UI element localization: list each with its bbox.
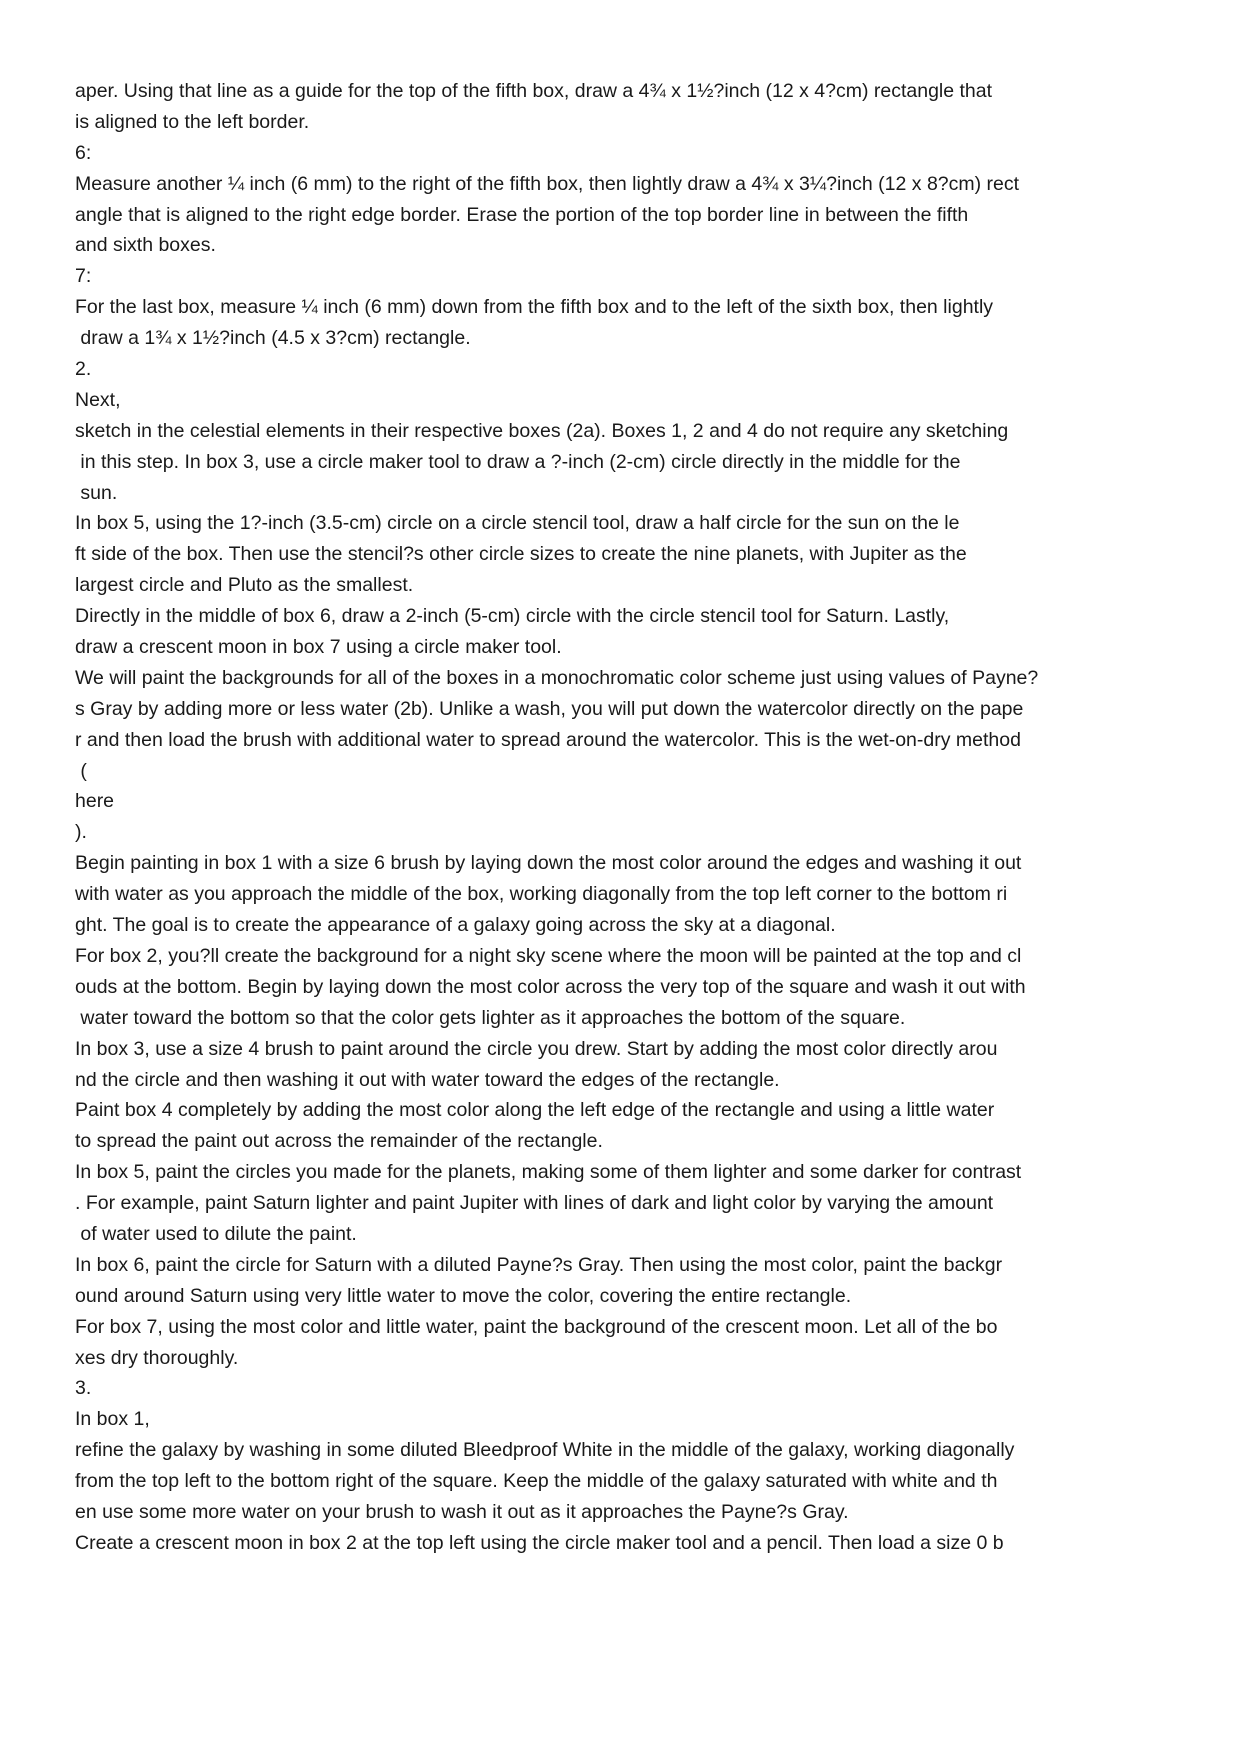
text-line: In box 5, paint the circles you made for the planets, making some of them lighter and some darker for contrast <box>75 1161 1022 1184</box>
text-line: Directly in the middle of box 6, draw a 2-inch (5-cm) circle with the circle stencil tool for Saturn. Lastly, <box>75 605 950 628</box>
text-line: draw a crescent moon in box 7 using a circle maker tool. <box>75 636 562 659</box>
text-line: of water used to dilute the paint. <box>75 1222 357 1245</box>
step-number: 6: <box>75 141 92 164</box>
text-line: in this step. In box 3, use a circle maker tool to draw a ?-inch (2-cm) circle directly in the middle for the <box>75 450 961 473</box>
text-line: draw a 1¾ x 1½?inch (4.5 x 3?cm) rectangle. <box>75 327 471 350</box>
text-line: For box 2, you?ll create the background for a night sky scene where the moon will be painted at the top and cl <box>75 944 1022 967</box>
text-line: ). <box>75 821 87 844</box>
text-line: en use some more water on your brush to wash it out as it approaches the Payne?s Gray. <box>75 1500 849 1523</box>
text-line: Next, <box>75 388 121 411</box>
text-line: In box 5, using the 1?-inch (3.5-cm) circle on a circle stencil tool, draw a half circle for the sun on the le <box>75 512 960 535</box>
text-line: to spread the paint out across the remainder of the rectangle. <box>75 1130 603 1153</box>
text-line: In box 6, paint the circle for Saturn with a diluted Payne?s Gray. Then using the most color, paint the backgr <box>75 1253 1003 1276</box>
text-line: ouds at the bottom. Begin by laying down the most color across the very top of the square and wash it out with <box>75 975 1026 998</box>
text-line: ft side of the box. Then use the stencil?s other circle sizes to create the nine planets, with Jupiter as the <box>75 543 967 566</box>
step-number: 2. <box>75 358 92 381</box>
step-number: 7: <box>75 265 92 288</box>
text-line: ( <box>75 759 87 782</box>
text-line: r and then load the brush with additional water to spread around the watercolor. This is the wet-on-dry method <box>75 728 1021 751</box>
document-page <box>75 76 1185 1559</box>
text-line: sketch in the celestial elements in their respective boxes (2a). Boxes 1, 2 and 4 do not require any sketching <box>75 419 1009 442</box>
text-line: In box 3, use a size 4 brush to paint around the circle you drew. Start by adding the most color directly arou <box>75 1037 998 1060</box>
text-line: For the last box, measure ¼ inch (6 mm) down from the fifth box and to the left of the sixth box, then lightly <box>75 296 994 319</box>
text-line: s Gray by adding more or less water (2b). Unlike a wash, you will put down the watercolor directly on the pape <box>75 697 1024 720</box>
text-line: . For example, paint Saturn lighter and paint Jupiter with lines of dark and light color by varying the amount <box>75 1192 994 1215</box>
text-line: largest circle and Pluto as the smallest. <box>75 574 414 597</box>
text-line: Create a crescent moon in box 2 at the top left using the circle maker tool and a pencil. Then load a size 0 b <box>75 1531 1004 1554</box>
text-line: sun. <box>75 481 118 504</box>
text-line: water toward the bottom so that the color gets lighter as it approaches the bottom of the square. <box>75 1006 906 1029</box>
text-line: ound around Saturn using very little water to move the color, covering the entire rectangle. <box>75 1284 852 1307</box>
text-line: For box 7, using the most color and little water, paint the background of the crescent moon. Let all of the bo <box>75 1315 998 1338</box>
text-line: with water as you approach the middle of the box, working diagonally from the top left corner to the bottom ri <box>75 883 1008 906</box>
text-line: angle that is aligned to the right edge border. Erase the portion of the top border line in between the fifth <box>75 203 969 226</box>
text-line: Paint box 4 completely by adding the most color along the left edge of the rectangle and using a little water <box>75 1099 995 1122</box>
text-line: and sixth boxes. <box>75 234 216 257</box>
here-link[interactable]: here <box>75 790 115 813</box>
text-line: Measure another ¼ inch (6 mm) to the right of the fifth box, then lightly draw a 4¾ x 3¼?inch (12 x 8?cm) rect <box>75 172 1020 195</box>
text-line: ght. The goal is to create the appearance of a galaxy going across the sky at a diagonal. <box>75 914 836 937</box>
text-line: In box 1, <box>75 1408 150 1431</box>
step-number: 3. <box>75 1377 92 1400</box>
text-line: Begin painting in box 1 with a size 6 brush by laying down the most color around the edges and washing it out <box>75 852 1022 875</box>
text-line: refine the galaxy by washing in some diluted Bleedproof White in the middle of the galaxy, working diagonally <box>75 1439 1015 1462</box>
text-line: aper. Using that line as a guide for the top of the fifth box, draw a 4¾ x 1½?inch (12 x 4?cm) rectangle that <box>75 80 993 102</box>
text-line: xes dry thoroughly. <box>75 1346 239 1369</box>
text-line: We will paint the backgrounds for all of the boxes in a monochromatic color scheme just using values of Payne? <box>75 666 1039 689</box>
text-line: is aligned to the left border. <box>75 110 310 133</box>
text-line: from the top left to the bottom right of the square. Keep the middle of the galaxy saturated with white and th <box>75 1470 998 1493</box>
text-line: nd the circle and then washing it out with water toward the edges of the rectangle. <box>75 1068 780 1091</box>
